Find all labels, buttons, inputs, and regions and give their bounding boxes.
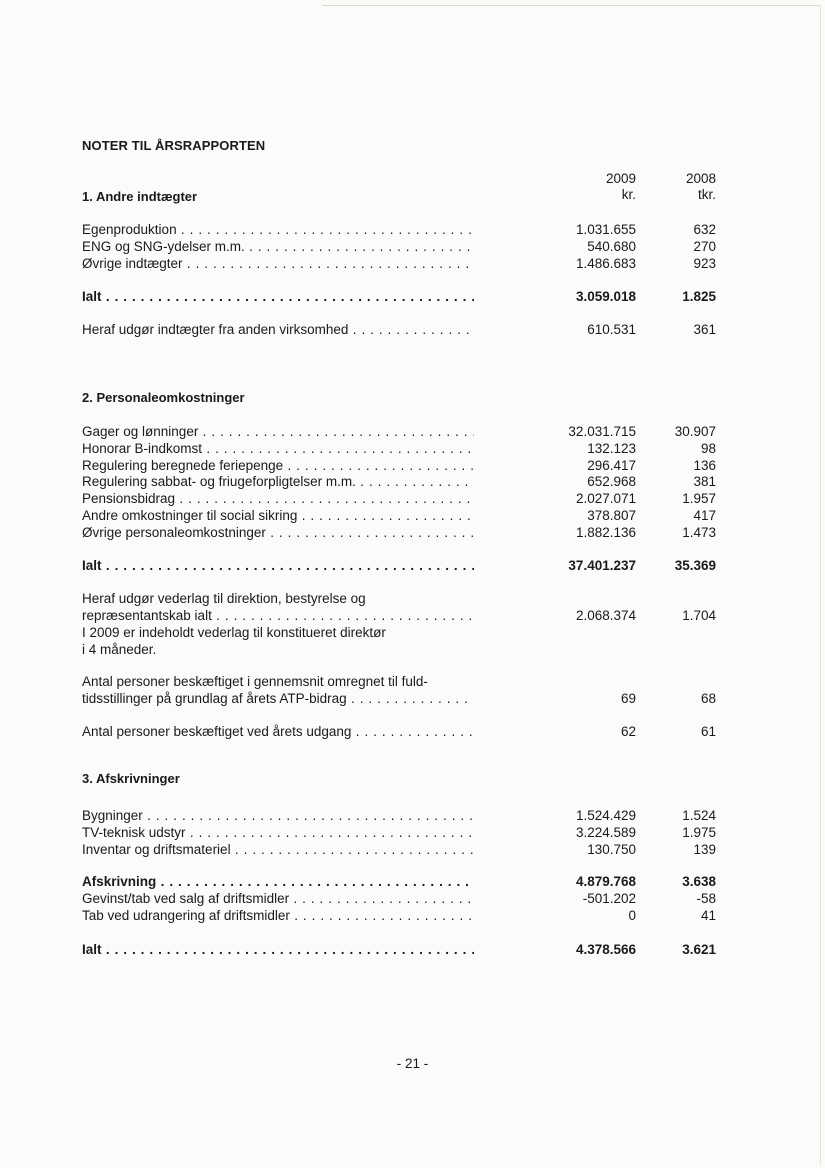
value-2008: 923 [693, 256, 716, 271]
row-label: ENG og SNG-ydelser m.m. . . . [82, 238, 474, 255]
value-2009: 4.879.768 [575, 874, 636, 889]
row-label: Øvrige indtægter . . . [82, 255, 474, 272]
year-2008-header: 2008 [685, 171, 716, 186]
value-2009: 1.031.655 [575, 222, 636, 237]
year-2009-header: 2009 [605, 171, 636, 186]
value-2008: 381 [693, 474, 716, 489]
total-row [82, 941, 722, 958]
table-row [82, 807, 722, 824]
row-label: Ialt . . . [82, 557, 474, 574]
row-label: Gager og lønninger . . . [82, 423, 474, 440]
employees-avg-text-line: Antal personer beskæftiget i gennemsnit omregnet til fuld- [82, 674, 428, 689]
table-row [82, 841, 722, 858]
row-label: Ialt . . . [82, 288, 474, 305]
row-label: Gevinst/tab ved salg af driftsmidler . . . [82, 890, 474, 907]
value-2008: 3.621 [682, 942, 716, 957]
page-title: NOTER TIL ÅRSRAPPORTEN [82, 138, 266, 153]
row-label: Heraf udgør indtægter fra anden virksomhed . . . [82, 321, 474, 338]
note-row [82, 321, 722, 338]
total-row [82, 288, 722, 305]
row-label: Andre omkostninger til social sikring . . . [82, 507, 474, 524]
value-2009: 378.807 [587, 508, 636, 523]
table-row [82, 255, 722, 272]
value-2009: 652.968 [587, 474, 636, 489]
value-2008: 632 [693, 222, 716, 237]
value-2009: 3.224.589 [575, 825, 636, 840]
row-label: TV-teknisk udstyr . . . [82, 824, 474, 841]
value-2008: 1.975 [682, 825, 716, 840]
table-row [82, 238, 722, 255]
table-row [82, 890, 722, 907]
value-2008: 61 [700, 724, 716, 739]
value-2009: 610.531 [587, 322, 636, 337]
value-2009: 2.068.374 [575, 608, 636, 623]
table-row [82, 524, 722, 541]
row-label: Egenproduktion . . . [82, 221, 474, 238]
row-label: Regulering sabbat- og friugeforpligtelser m.m. . . . [82, 473, 474, 490]
value-2008: 68 [700, 691, 716, 706]
value-2009: 0 [628, 908, 636, 923]
page-number: - 21 - [396, 1056, 429, 1071]
value-2008: 1.473 [682, 525, 716, 540]
table-row [82, 824, 722, 841]
table-row [82, 507, 722, 524]
row-label: tidsstillinger på grundlag af årets ATP-bidrag . . . [82, 690, 474, 707]
value-2009: 540.680 [587, 239, 636, 254]
value-2008: 1.704 [682, 608, 716, 623]
value-2008: 139 [693, 842, 716, 857]
table-row [82, 907, 722, 924]
row-label: Honorar B-indkomst . . . [82, 440, 474, 457]
value-2009: 62 [620, 724, 636, 739]
remuneration-note-line: I 2009 er indeholdt vederlag til konstitueret direktør [82, 625, 386, 640]
value-2009: 1.486.683 [575, 256, 636, 271]
value-2009: 32.031.715 [568, 424, 636, 439]
table-row [82, 221, 722, 238]
value-2009: 4.378.566 [575, 942, 636, 957]
value-2008: 1.825 [682, 289, 716, 304]
row-label: Ialt . . . [82, 941, 474, 958]
page-edge-top [322, 5, 820, 6]
value-2008: 136 [693, 458, 716, 473]
row-label: Tab ved udrangering af driftsmidler . . . [82, 907, 474, 924]
employees-avg-row [82, 690, 722, 707]
value-2009: 2.027.071 [575, 491, 636, 506]
value-2008: 35.369 [674, 558, 716, 573]
value-2009: 296.417 [587, 458, 636, 473]
table-row [82, 423, 722, 440]
value-2008: -58 [696, 891, 716, 906]
value-2009: -501.202 [582, 891, 636, 906]
value-2009: 132.123 [587, 441, 636, 456]
row-label: repræsentantskab ialt . . . [82, 607, 474, 624]
table-row [82, 457, 722, 474]
unit-2009-header: kr. [621, 187, 636, 202]
table-row [82, 473, 722, 490]
total-row [82, 557, 722, 574]
subtotal-row [82, 873, 722, 890]
value-2008: 361 [693, 322, 716, 337]
row-label: Antal personer beskæftiget ved årets udgang . . . [82, 723, 474, 740]
value-2008: 417 [693, 508, 716, 523]
section-heading-other-income: 1. Andre indtægter [82, 189, 198, 204]
value-2008: 1.957 [682, 491, 716, 506]
section-heading-personnel-costs: 2. Personaleomkostninger [82, 390, 245, 405]
remuneration-row [82, 607, 722, 624]
row-label: Bygninger . . . [82, 807, 474, 824]
employees-end-row [82, 723, 722, 740]
section-heading-depreciation: 3. Afskrivninger [82, 771, 180, 786]
table-row [82, 490, 722, 507]
value-2008: 1.524 [682, 808, 716, 823]
value-2009: 3.059.018 [575, 289, 636, 304]
value-2009: 37.401.237 [568, 558, 636, 573]
remuneration-note-line: i 4 måneder. [82, 642, 157, 657]
value-2008: 270 [693, 239, 716, 254]
value-2009: 1.524.429 [575, 808, 636, 823]
row-label: Øvrige personaleomkostninger . . . [82, 524, 474, 541]
value-2009: 130.750 [587, 842, 636, 857]
value-2009: 1.882.136 [575, 525, 636, 540]
value-2008: 41 [700, 908, 716, 923]
row-label: Regulering beregnede feriepenge . . . [82, 457, 474, 474]
value-2008: 3.638 [682, 874, 716, 889]
value-2009: 69 [620, 691, 636, 706]
value-2008: 30.907 [674, 424, 716, 439]
remuneration-text-line: Heraf udgør vederlag til direktion, bestyrelse og [82, 591, 366, 606]
row-label: Pensionsbidrag . . . [82, 490, 474, 507]
page-edge-right [820, 5, 821, 1165]
table-row [82, 440, 722, 457]
row-label: Afskrivning . . . [82, 873, 474, 890]
unit-2008-header: tkr. [697, 187, 716, 202]
value-2008: 98 [700, 441, 716, 456]
row-label: Inventar og driftsmateriel . . . [82, 841, 474, 858]
